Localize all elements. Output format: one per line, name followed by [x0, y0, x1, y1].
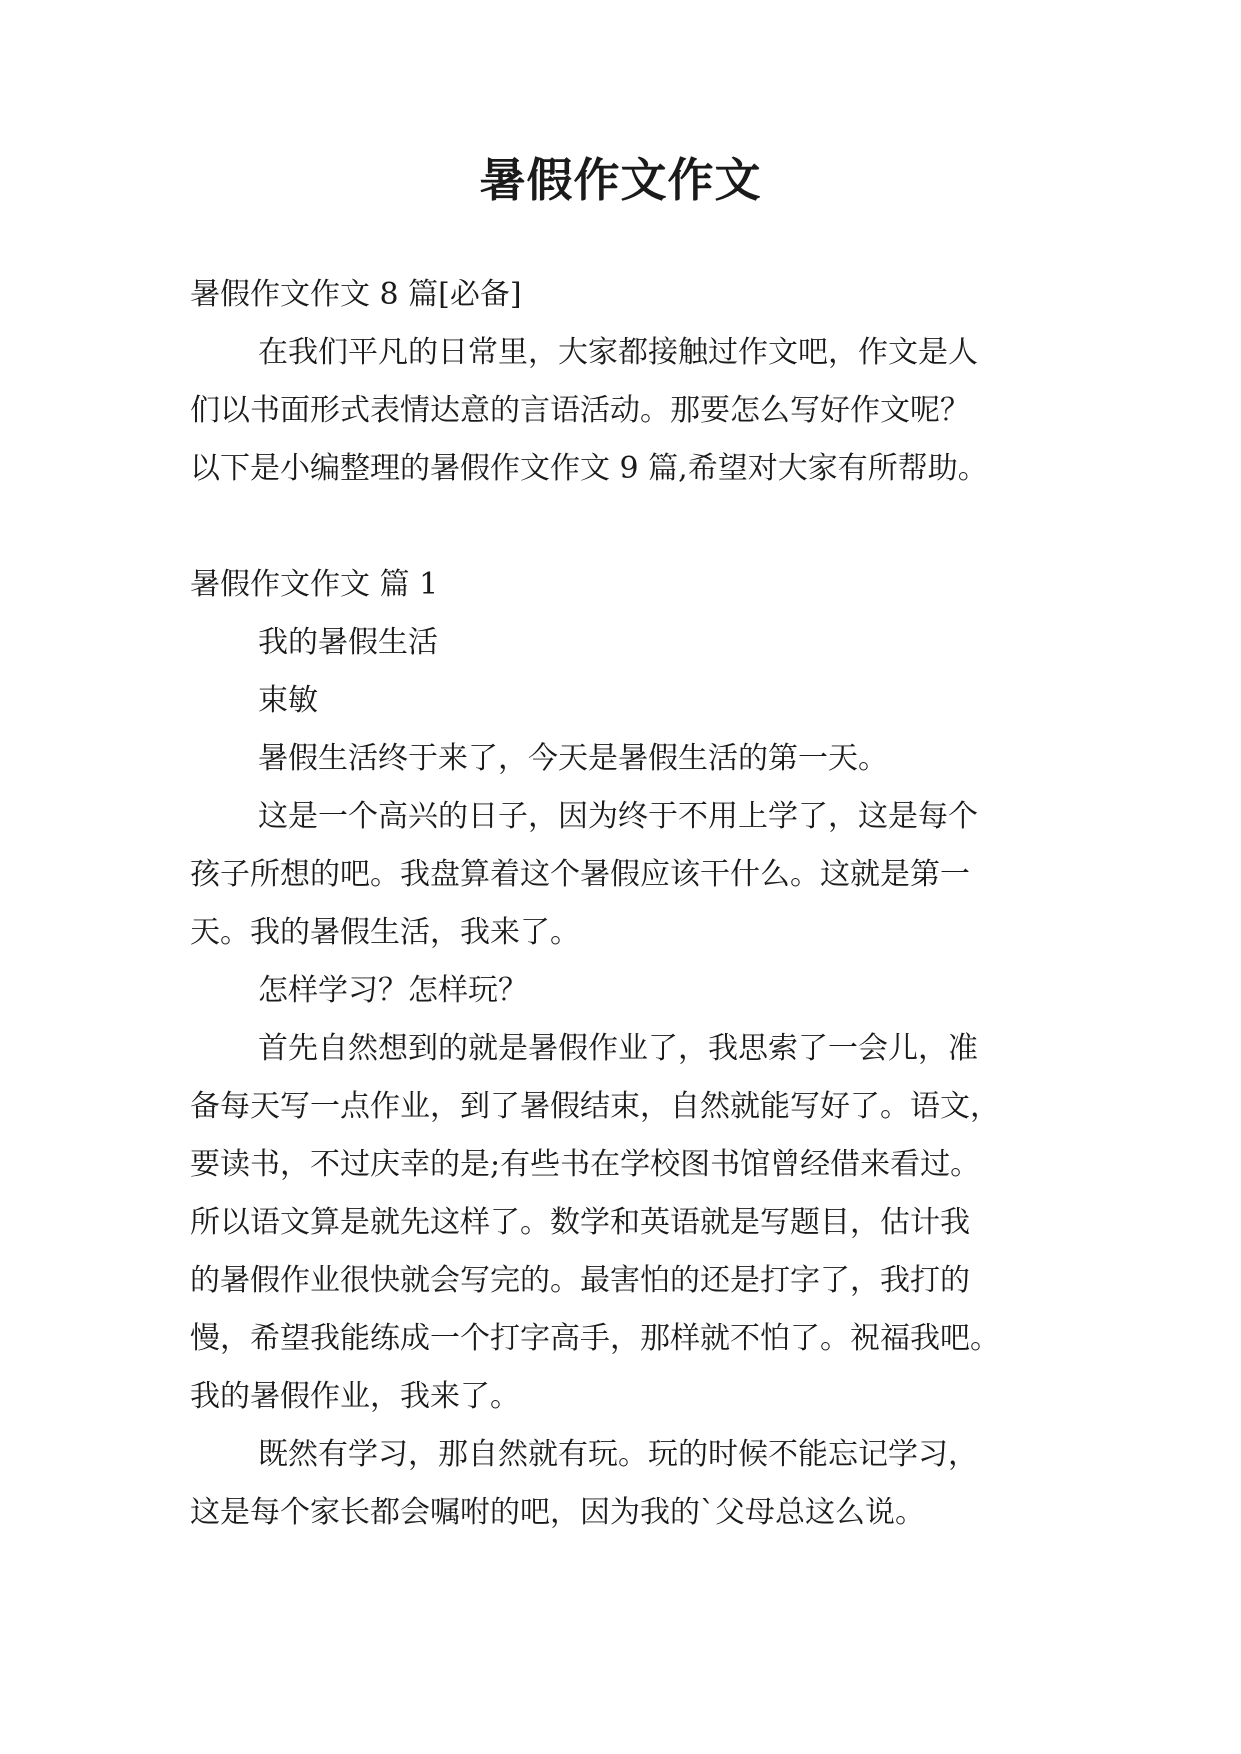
paragraph-line: 天。我的暑假生活，我来了。 — [190, 915, 580, 950]
essay-author: 束敏 — [258, 683, 318, 718]
paragraph-line: 怎样学习？怎样玩？ — [258, 973, 528, 1008]
paragraph-line: 这是一个高兴的日子，因为终于不用上学了，这是每个 — [258, 799, 978, 834]
paragraph-line: 在我们平凡的日常里，大家都接触过作文吧，作文是人 — [258, 335, 978, 370]
paragraph-line: 孩子所想的吧。我盘算着这个暑假应该干什么。这就是第一 — [190, 857, 970, 892]
paragraph-line: 要读书，不过庆幸的是;有些书在学校图书馆曾经借来看过。 — [190, 1147, 981, 1182]
paragraph-gap — [190, 498, 1070, 556]
paragraph-line: 暑假生活终于来了，今天是暑假生活的第一天。 — [258, 741, 888, 776]
paragraph-line: 我的暑假作业，我来了。 — [190, 1379, 520, 1414]
paragraph-line: 所以语文算是就先这样了。数学和英语就是写题目，估计我 — [190, 1205, 970, 1240]
paragraph-line: 的暑假作业很快就会写完的。最害怕的还是打字了，我打的 — [190, 1263, 970, 1298]
paragraph-line: 这是每个家长都会嘱咐的吧，因为我的`父母总这么说。 — [190, 1495, 925, 1530]
document-body — [190, 266, 1070, 1542]
intro-heading: 暑假作文作文 8 篇[必备] — [190, 277, 522, 312]
paragraph-line: 们以书面形式表情达意的言语活动。那要怎么写好作文呢？ — [190, 393, 970, 428]
paragraph-line: 以下是小编整理的暑假作文作文 9 篇,希望对大家有所帮助。 — [190, 451, 988, 486]
paragraph-line: 既然有学习，那自然就有玩。玩的时候不能忘记学习， — [258, 1437, 978, 1472]
paragraph-line: 首先自然想到的就是暑假作业了，我思索了一会儿，准 — [258, 1031, 978, 1066]
paragraph-line: 备每天写一点作业，到了暑假结束，自然就能写好了。语文， — [190, 1089, 1000, 1124]
section-heading: 暑假作文作文 篇 1 — [190, 567, 439, 602]
paragraph-line: 慢，希望我能练成一个打字高手，那样就不怕了。祝福我吧。 — [190, 1321, 1000, 1356]
document-title: 暑假作文作文 — [479, 153, 762, 207]
essay-title: 我的暑假生活 — [258, 625, 438, 660]
